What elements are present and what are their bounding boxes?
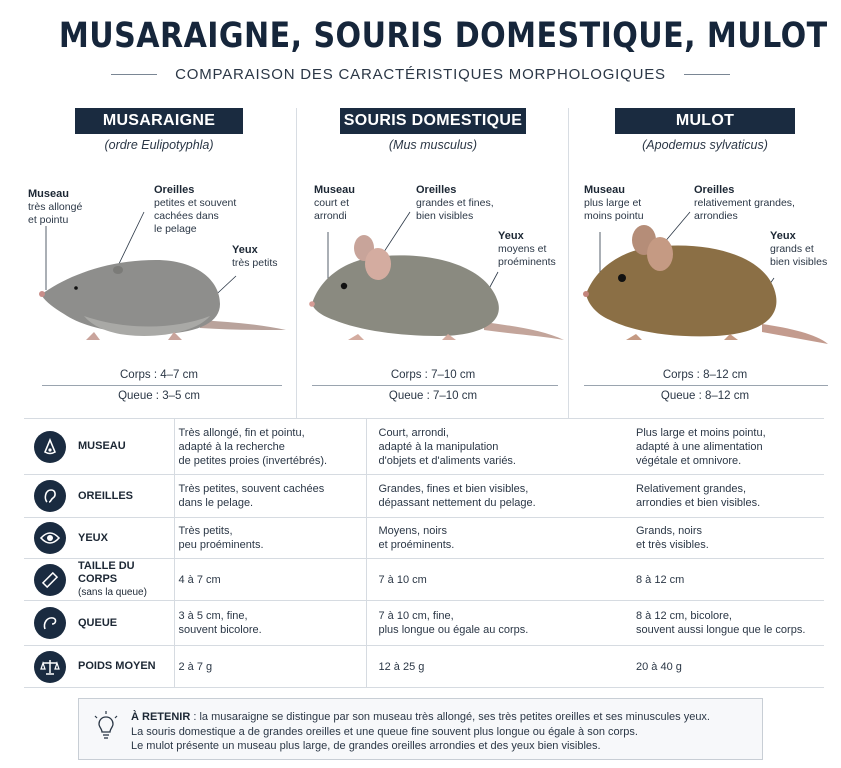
table-row — [24, 601, 824, 646]
callout-museau: Museau court et arrondi — [314, 184, 355, 222]
scientific-name: (Apodemus sylvaticus) — [642, 138, 768, 152]
table-row — [24, 419, 824, 475]
comparison-table — [24, 418, 824, 688]
cell-mulot: Grands, noirs et très visibles. — [624, 518, 824, 559]
table-row — [24, 646, 824, 688]
row-label: TAILLE DU CORPS (sans la queue) — [78, 560, 147, 598]
row-label: OREILLES — [78, 489, 134, 502]
cell-mulot: 20 à 40 g — [624, 646, 824, 688]
note-text: À RETENIR : la musaraigne se distingue par son museau très allongé, ses très petites oreilles et ses minuscules yeux. La souris domestique a de grandes oreilles et une queue fine souvent plus longue ou égale à son corps. Le mulot présente un museau plus large, de grandes oreilles arrondies et des yeux bien visibles. — [131, 711, 710, 752]
cell-mulot: 8 à 12 cm, bicolore, souvent aussi longue que le corps. — [624, 601, 824, 646]
ruler-icon — [34, 564, 66, 596]
body-length: Corps : 7–10 cm — [390, 369, 476, 381]
summary-note — [78, 698, 763, 760]
cell-musaraigne: 3 à 5 cm, fine, souvent bicolore. — [174, 601, 366, 646]
lightbulb-icon — [93, 711, 119, 741]
tail-length: Queue : 7–10 cm — [388, 390, 478, 402]
ear-icon — [34, 480, 66, 512]
column-heading: MULOT — [615, 108, 795, 134]
callout-oreilles: Oreilles petites et souvent cachées dans le pelage — [154, 184, 237, 235]
cell-musaraigne: 4 à 7 cm — [174, 559, 366, 601]
row-label: YEUX — [78, 531, 108, 544]
table-row — [24, 559, 824, 601]
scientific-name: (ordre Eulipotyphla) — [104, 138, 214, 152]
measure-line — [312, 385, 558, 386]
column-heading: MUSARAIGNE — [75, 108, 243, 134]
cell-musaraigne: 2 à 7 g — [174, 646, 366, 688]
cell-souris: 7 à 10 cm — [366, 559, 624, 601]
page-subtitle: COMPARAISON DES CARACTÉRISTIQUES MORPHOLOGIQUES — [175, 66, 666, 83]
callout-yeux: Yeux très petits — [232, 244, 278, 269]
column-musaraigne — [24, 108, 294, 418]
callout-oreilles: Oreilles relativement grandes, arrondies — [694, 184, 795, 222]
callout-yeux: Yeux moyens et proéminents — [498, 230, 556, 268]
cell-musaraigne: Très petits, peu proéminents. — [174, 518, 366, 559]
page-title: MUSARAIGNE, SOURIS DOMESTIQUE, MULOT — [58, 16, 828, 56]
column-divider — [568, 108, 569, 418]
column-divider — [296, 108, 297, 418]
cell-mulot: Plus large et moins pointu, adapté à une alimentation végétale et omnivore. — [624, 419, 824, 475]
body-length: Corps : 4–7 cm — [120, 369, 198, 381]
cell-mulot: 8 à 12 cm — [624, 559, 824, 601]
table-row — [24, 518, 824, 559]
callout-yeux: Yeux grands et bien visibles — [770, 230, 828, 268]
measure-line — [42, 385, 282, 386]
callout-oreilles: Oreilles grandes et fines, bien visibles — [416, 184, 494, 222]
row-label: MUSEAU — [78, 440, 126, 452]
column-heading: SOURIS DOMESTIQUE — [340, 108, 526, 134]
cell-souris: 7 à 10 cm, fine, plus longue ou égale au corps. — [366, 601, 624, 646]
cell-souris: Court, arrondi, adapté à la manipulation d'objets et d'aliments variés. — [366, 419, 624, 475]
nose-icon — [34, 431, 66, 463]
column-mulot — [570, 108, 840, 418]
subtitle-rule-right — [684, 74, 730, 75]
cell-souris: 12 à 25 g — [366, 646, 624, 688]
eye-icon — [34, 522, 66, 554]
scientific-name: (Mus musculus) — [388, 138, 478, 152]
table-row — [24, 475, 824, 518]
scale-icon — [34, 651, 66, 683]
subtitle-row — [0, 66, 841, 83]
subtitle-rule-left — [111, 74, 157, 75]
cell-musaraigne: Très allongé, fin et pointu, adapté à la recherche de petites proies (invertébrés). — [174, 419, 366, 475]
callout-museau: Museau plus large et moins pointu — [584, 184, 644, 222]
cell-souris: Moyens, noirs et proéminents. — [366, 518, 624, 559]
cell-souris: Grandes, fines et bien visibles, dépassant nettement du pelage. — [366, 475, 624, 518]
row-label: QUEUE — [78, 616, 118, 629]
tail-length: Queue : 8–12 cm — [660, 390, 750, 402]
cell-mulot: Relativement grandes, arrondies et bien visibles. — [624, 475, 824, 518]
cell-musaraigne: Très petites, souvent cachées dans le pelage. — [174, 475, 366, 518]
column-souris — [298, 108, 568, 418]
tail-icon — [34, 607, 66, 639]
body-length: Corps : 8–12 cm — [662, 369, 748, 381]
measure-line — [584, 385, 828, 386]
callout-museau: Museau très allongé et pointu — [28, 188, 83, 226]
row-label: POIDS MOYEN — [78, 660, 156, 672]
tail-length: Queue : 3–5 cm — [118, 390, 200, 402]
